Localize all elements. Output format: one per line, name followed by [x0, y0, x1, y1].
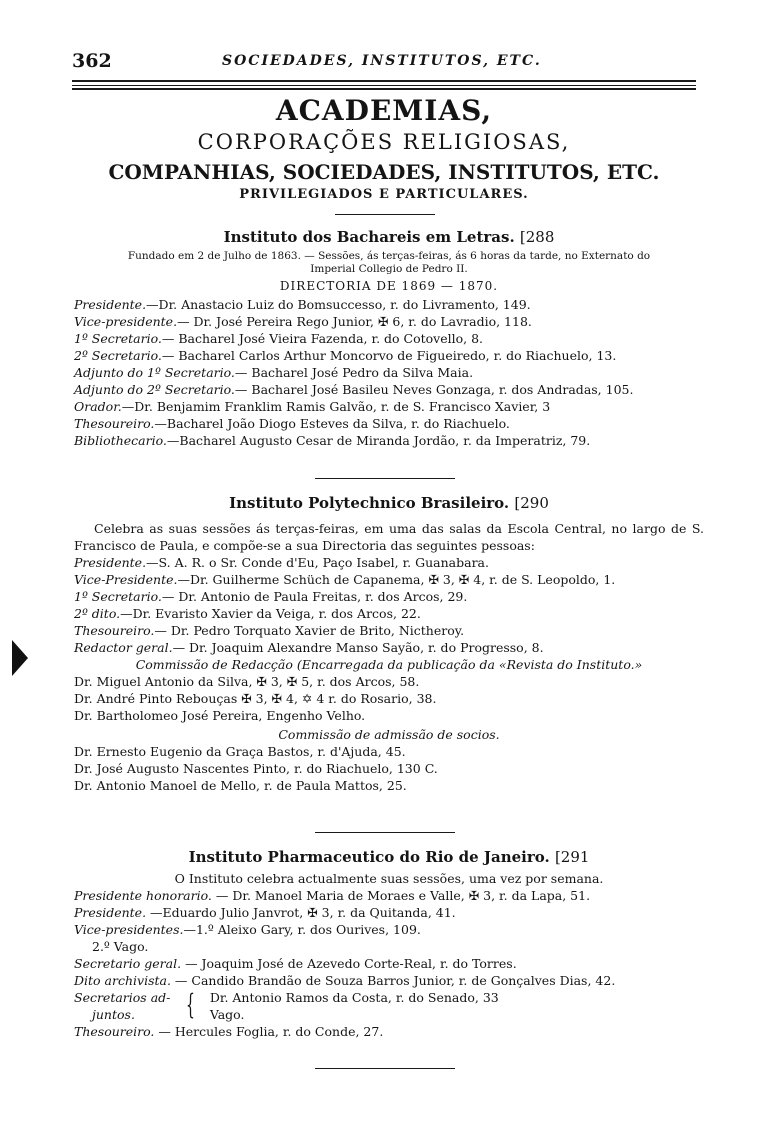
header-rule: [72, 80, 696, 82]
list-item: 2º dito.—Dr. Evaristo Xavier da Veiga, r. dos Arcos, 22.: [74, 606, 421, 621]
list-item: Dr. André Pinto Rebouças ✠ 3, ✠ 4, ✡ 4 r. do Rosario, 38.: [74, 691, 437, 706]
section-number: [290: [514, 494, 549, 512]
section-title-text: Instituto Pharmaceutico do Rio de Janeiro.: [188, 848, 550, 866]
brace-icon: {: [186, 988, 195, 1021]
section-title: [74, 494, 704, 512]
commissao-redaccao: Commissão de Redacção (Encarregada da publicação da «Revista do Instituto.»: [135, 657, 643, 672]
margin-marker-icon: [12, 640, 28, 676]
list-item: 2.º Vago.: [92, 939, 149, 954]
list-item: Adjunto do 1º Secretario.— Bacharel José Pedro da Silva Maia.: [74, 365, 474, 380]
list-item: Dr. Bartholomeo José Pereira, Engenho Velho.: [74, 708, 366, 723]
list-item: Orador.—Dr. Benjamim Franklim Ramis Galvão, r. de S. Francisco Xavier, 3: [74, 399, 551, 414]
sec-adjunto-1: Dr. Antonio Ramos da Costa, r. do Senado, 33: [209, 990, 499, 1005]
sec-adjuntos-label-2: juntos.: [92, 1007, 135, 1022]
section-title: [74, 228, 704, 246]
page-number: 362: [72, 50, 112, 72]
divider: [315, 832, 455, 833]
sec-adjunto-2: Vago.: [209, 1007, 245, 1022]
list-item: Presidente honorario. — Dr. Manoel Maria de Moraes e Valle, ✠ 3, r. da Lapa, 51.: [74, 888, 591, 903]
commissao-admissao: Commissão de admissão de socios.: [278, 727, 500, 742]
section-title-text: Instituto dos Bachareis em Letras.: [223, 228, 515, 246]
section-number: [288: [519, 228, 555, 246]
intro-paragraph: Celebra as suas sessões ás terças-feiras, em uma das salas da Escola Central, no largo de S. Francisco de Paula, e compõe-se a sua Directoria das seguintes pessoas:: [74, 521, 704, 553]
directoria-list: [74, 554, 704, 656]
list-item: Vice-presidente.— Dr. José Pereira Rego Junior, ✠ 6, r. do Lavradio, 118.: [74, 314, 532, 329]
running-title: SOCIEDADES, INSTITUTOS, ETC.: [222, 53, 542, 69]
list-item: Presidente. —Eduardo Julio Janvrot, ✠ 3, r. da Quitanda, 41.: [74, 905, 456, 920]
header-rule-thin: [72, 85, 696, 86]
section-title: [74, 848, 704, 866]
sec-adjuntos-label: Secretarios ad-: [74, 990, 171, 1005]
directoria-heading: DIRECTORIA DE 1869 — 1870.: [279, 279, 499, 293]
list-item: Dr. Ernesto Eugenio da Graça Bastos, r. d'Ajuda, 45.: [74, 744, 406, 759]
section-polytechnico: [74, 494, 704, 794]
directoria-list: [74, 296, 704, 449]
list-item: Dito archivista. — Candido Brandão de Souza Barros Junior, r. de Gonçalves Dias, 42.: [74, 973, 616, 988]
list-item: Vice-presidentes.—1.º Aleixo Gary, r. dos Ourives, 109.: [74, 922, 421, 937]
list-item: Thesoureiro. — Hercules Foglia, r. do Conde, 27.: [74, 1024, 384, 1039]
list-item: 1º Secretario.— Bacharel José Vieira Fazenda, r. do Cotovello, 8.: [74, 331, 484, 346]
intro-paragraph: O Instituto celebra actualmente suas sessões, uma vez por semana.: [174, 871, 604, 886]
list-item: Thesoureiro.— Dr. Pedro Torquato Xavier de Brito, Nictheroy.: [74, 623, 465, 638]
list-item: Adjunto do 2º Secretario.— Bacharel José Basileu Neves Gonzaga, r. dos Andradas, 105.: [74, 382, 634, 397]
list-item: 2º Secretario.— Bacharel Carlos Arthur Moncorvo de Figueiredo, r. do Riachuelo, 13.: [74, 348, 617, 363]
founded-line-2: Imperial Collegio de Pedro II.: [310, 263, 468, 275]
list-item: 1º Secretario.— Dr. Antonio de Paula Freitas, r. dos Arcos, 29.: [74, 589, 468, 604]
title-companhias: COMPANHIAS, SOCIEDADES, INSTITUTOS, ETC.: [108, 160, 660, 184]
divider: [315, 1068, 455, 1069]
list-item: Vice-Presidente.—Dr. Guilherme Schüch de Capanema, ✠ 3, ✠ 4, r. de S. Leopoldo, 1.: [74, 572, 616, 587]
list-item: Thesoureiro.—Bacharel João Diogo Esteves da Silva, r. do Riachuelo.: [74, 416, 510, 431]
section-number: [291: [554, 848, 590, 866]
section-title-text: Instituto Polytechnico Brasileiro.: [229, 494, 510, 512]
list-item: Dr. Antonio Manoel de Mello, r. de Paula Mattos, 25.: [74, 778, 407, 793]
divider: [335, 214, 435, 215]
list-item: [74, 989, 704, 1023]
list-item: Redactor geral.— Dr. Joaquim Alexandre Manso Sayão, r. do Progresso, 8.: [74, 640, 544, 655]
list-item: Bibliothecario.—Bacharel Augusto Cesar de Miranda Jordão, r. da Imperatriz, 79.: [74, 433, 591, 448]
title-privilegiados: PRIVILEGIADOS E PARTICULARES.: [239, 187, 529, 202]
list-item: Presidente.—Dr. Anastacio Luiz do Bomsuccesso, r. do Livramento, 149.: [74, 297, 531, 312]
title-academias: ACADEMIAS,: [275, 94, 493, 127]
divider: [315, 478, 455, 479]
list-item: Secretario geral. — Joaquim José de Azevedo Corte-Real, r. do Torres.: [74, 956, 517, 971]
section-bachareis: [74, 228, 704, 449]
section-pharmaceutico: [74, 848, 704, 1040]
page-header: [72, 50, 696, 76]
founded-line-1: Fundado em 2 de Julho de 1863. — Sessões, ás terças-feiras, ás 6 horas da tarde, no Externato do: [127, 250, 651, 262]
list-item: Dr. Miguel Antonio da Silva, ✠ 3, ✠ 5, r. dos Arcos, 58.: [74, 674, 420, 689]
list-item: Dr. José Augusto Nascentes Pinto, r. do Riachuelo, 130 C.: [74, 761, 438, 776]
list-item: Presidente.—S. A. R. o Sr. Conde d'Eu, Paço Isabel, r. Guanabara.: [74, 555, 489, 570]
header-rule-2: [72, 88, 696, 90]
title-corporacoes: CORPORAÇÕES RELIGIOSAS,: [197, 130, 571, 154]
